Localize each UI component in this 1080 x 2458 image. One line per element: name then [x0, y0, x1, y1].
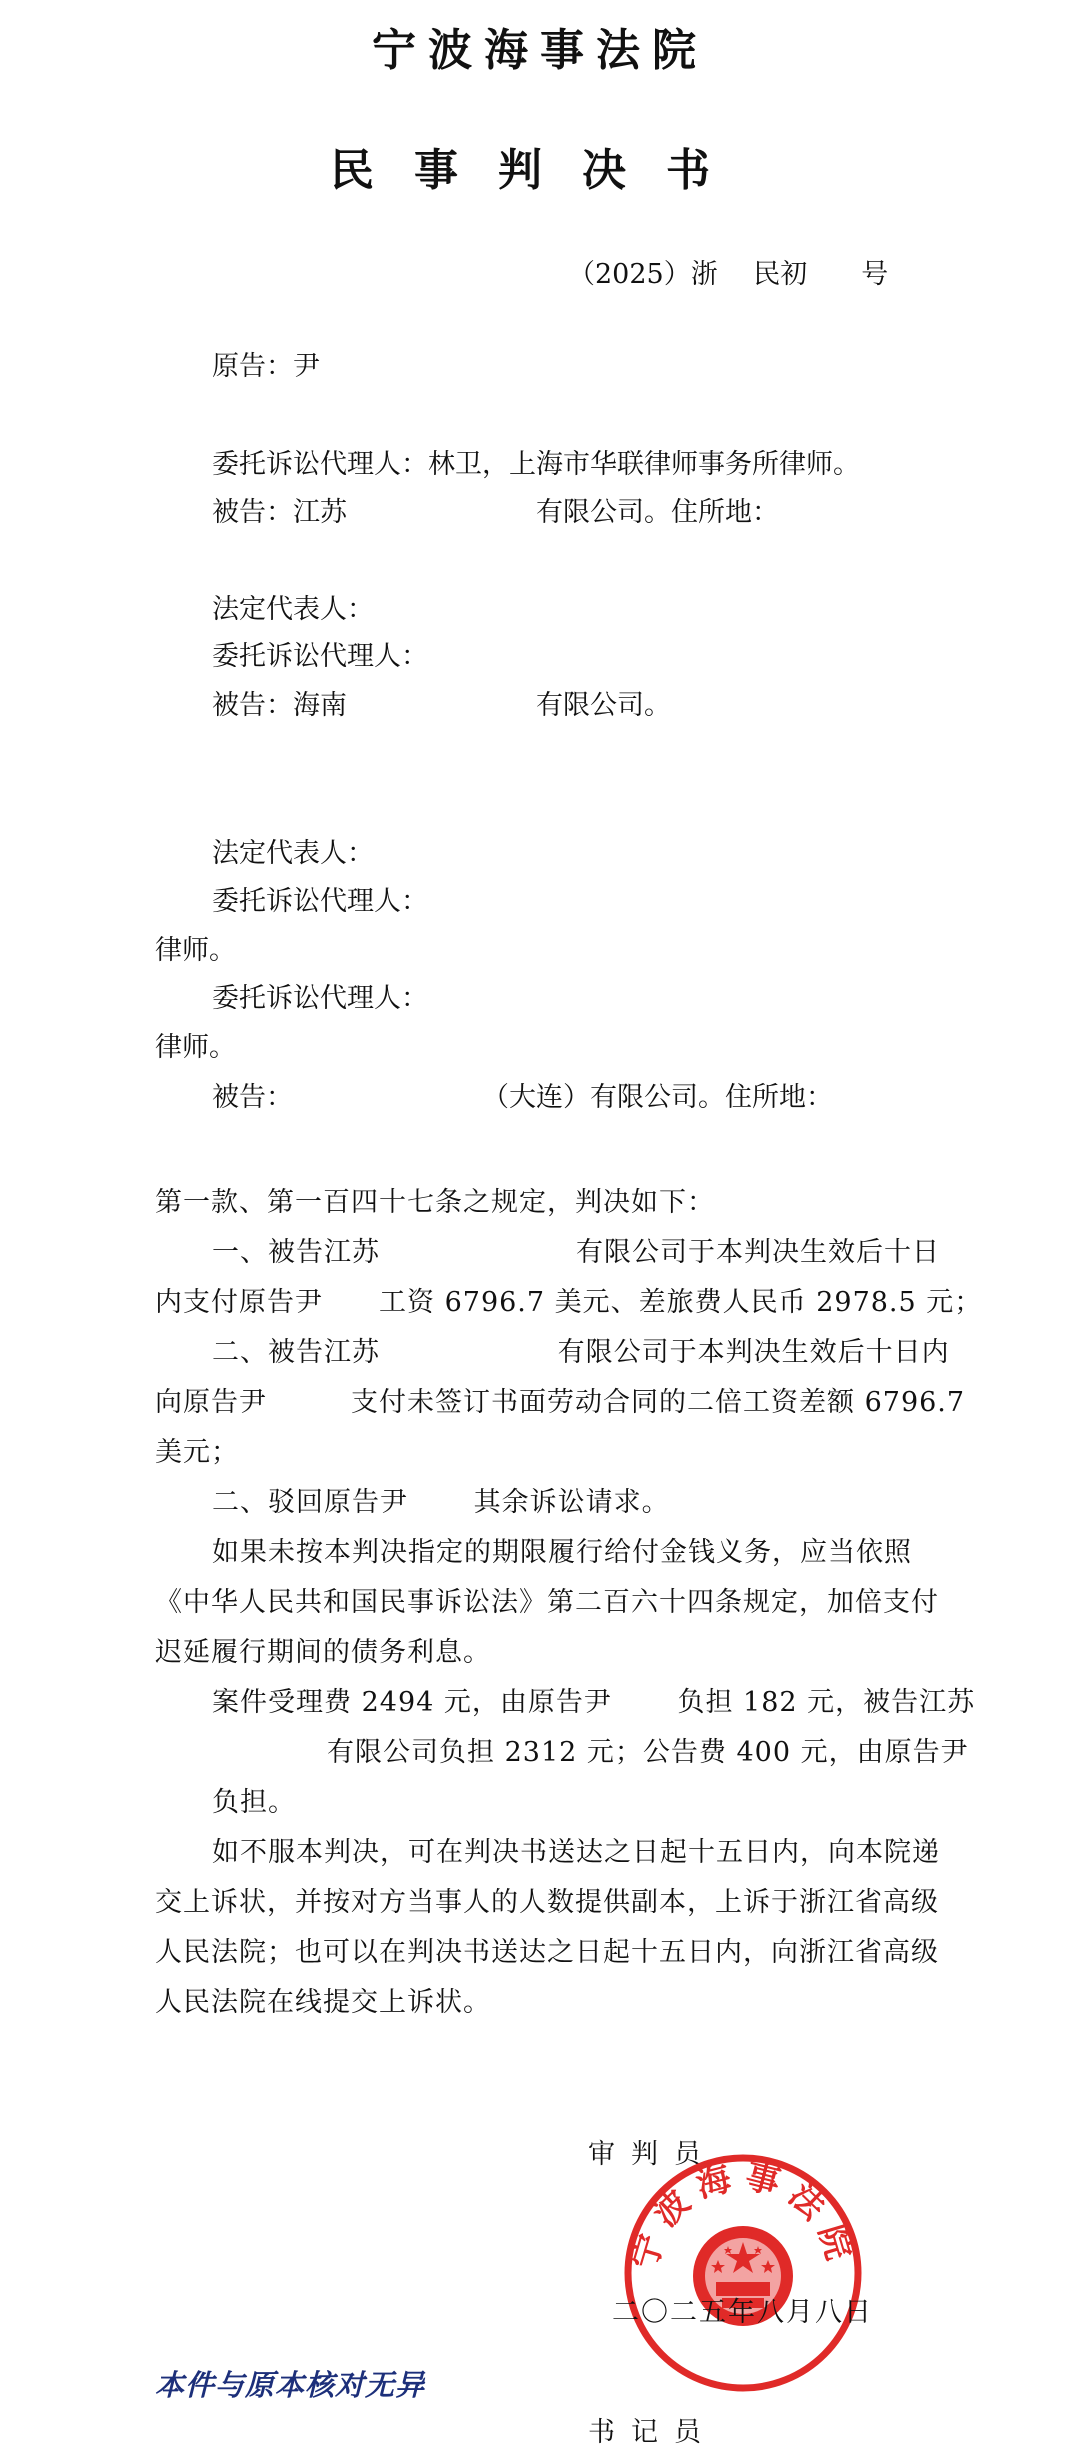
defendant3-line: 被告： （大连）有限公司。住所地：: [212, 1082, 833, 1113]
court-title: 宁波海事法院: [372, 25, 708, 76]
judgment-item1-line1: 一、被告江苏 有限公司于本判决生效后十日: [212, 1237, 940, 1268]
interest-line2: 《中华人民共和国民事诉讼法》第二百六十四条规定，加倍支付: [155, 1587, 939, 1618]
judgment-intro: 第一款、第一百四十七条之规定，判决如下：: [155, 1187, 715, 1218]
fee-line2: 有限公司负担 2312 元；公告费 400 元，由原告尹: [327, 1737, 969, 1768]
judgment-item2-line1: 二、被告江苏 有限公司于本判决生效后十日内: [212, 1337, 950, 1368]
judgment-item2-line3: 美元；: [155, 1437, 239, 1468]
appeal-line4: 人民法院在线提交上诉状。: [155, 1987, 491, 2018]
clerk-label: 书记员: [588, 2417, 717, 2448]
plaintiff-line: 原告：尹: [212, 351, 320, 382]
appeal-line2: 交上诉状，并按对方当事人的人数提供副本，上诉于浙江省高级: [155, 1887, 939, 1918]
case-number: （2025）浙 民初 号: [568, 259, 889, 290]
defendant2-agent1-line: 委托诉讼代理人：: [212, 886, 428, 917]
defendant2-agent2-cont: 律师。: [155, 1032, 236, 1063]
judgment-item2-line2: 向原告尹 支付未签订书面劳动合同的二倍工资差额 6796.7: [155, 1387, 966, 1418]
defendant2-rep-line: 法定代表人：: [212, 838, 374, 869]
court-seal: [618, 2148, 868, 2398]
defendant1-agent-line: 委托诉讼代理人：: [212, 641, 428, 672]
defendant1-line: 被告：江苏 有限公司。住所地：: [212, 497, 779, 528]
judge-label: 审判员: [588, 2139, 717, 2170]
fee-line3: 负担。: [212, 1787, 296, 1818]
certification-stamp: 本件与原本核对无异: [155, 2368, 426, 2402]
defendant1-rep-line: 法定代表人：: [212, 594, 374, 625]
fee-line1: 案件受理费 2494 元，由原告尹 负担 182 元，被告江苏: [212, 1687, 976, 1718]
interest-line3: 迟延履行期间的债务利息。: [155, 1637, 491, 1668]
judgment-date: 二〇二五年八月八日: [612, 2297, 873, 2328]
document-type-title: 民事判决书: [330, 145, 750, 196]
defendant2-agent2-line: 委托诉讼代理人：: [212, 983, 428, 1014]
interest-line1: 如果未按本判决指定的期限履行给付金钱义务，应当依照: [212, 1537, 912, 1568]
appeal-line3: 人民法院；也可以在判决书送达之日起十五日内，向浙江省高级: [155, 1937, 939, 1968]
judgment-item1-line2: 内支付原告尹 工资 6796.7 美元、差旅费人民币 2978.5 元；: [155, 1287, 983, 1318]
defendant2-line: 被告：海南 有限公司。: [212, 690, 671, 721]
seal-text: 宁波海事法院: [624, 2156, 862, 2274]
appeal-line1: 如不服本判决，可在判决书送达之日起十五日内，向本院递: [212, 1837, 940, 1868]
defendant2-agent1-cont: 律师。: [155, 935, 236, 966]
judgment-item3: 二、驳回原告尹 其余诉讼请求。: [212, 1487, 670, 1518]
plaintiff-agent-line: 委托诉讼代理人：林卫，上海市华联律师事务所律师。: [212, 449, 860, 480]
